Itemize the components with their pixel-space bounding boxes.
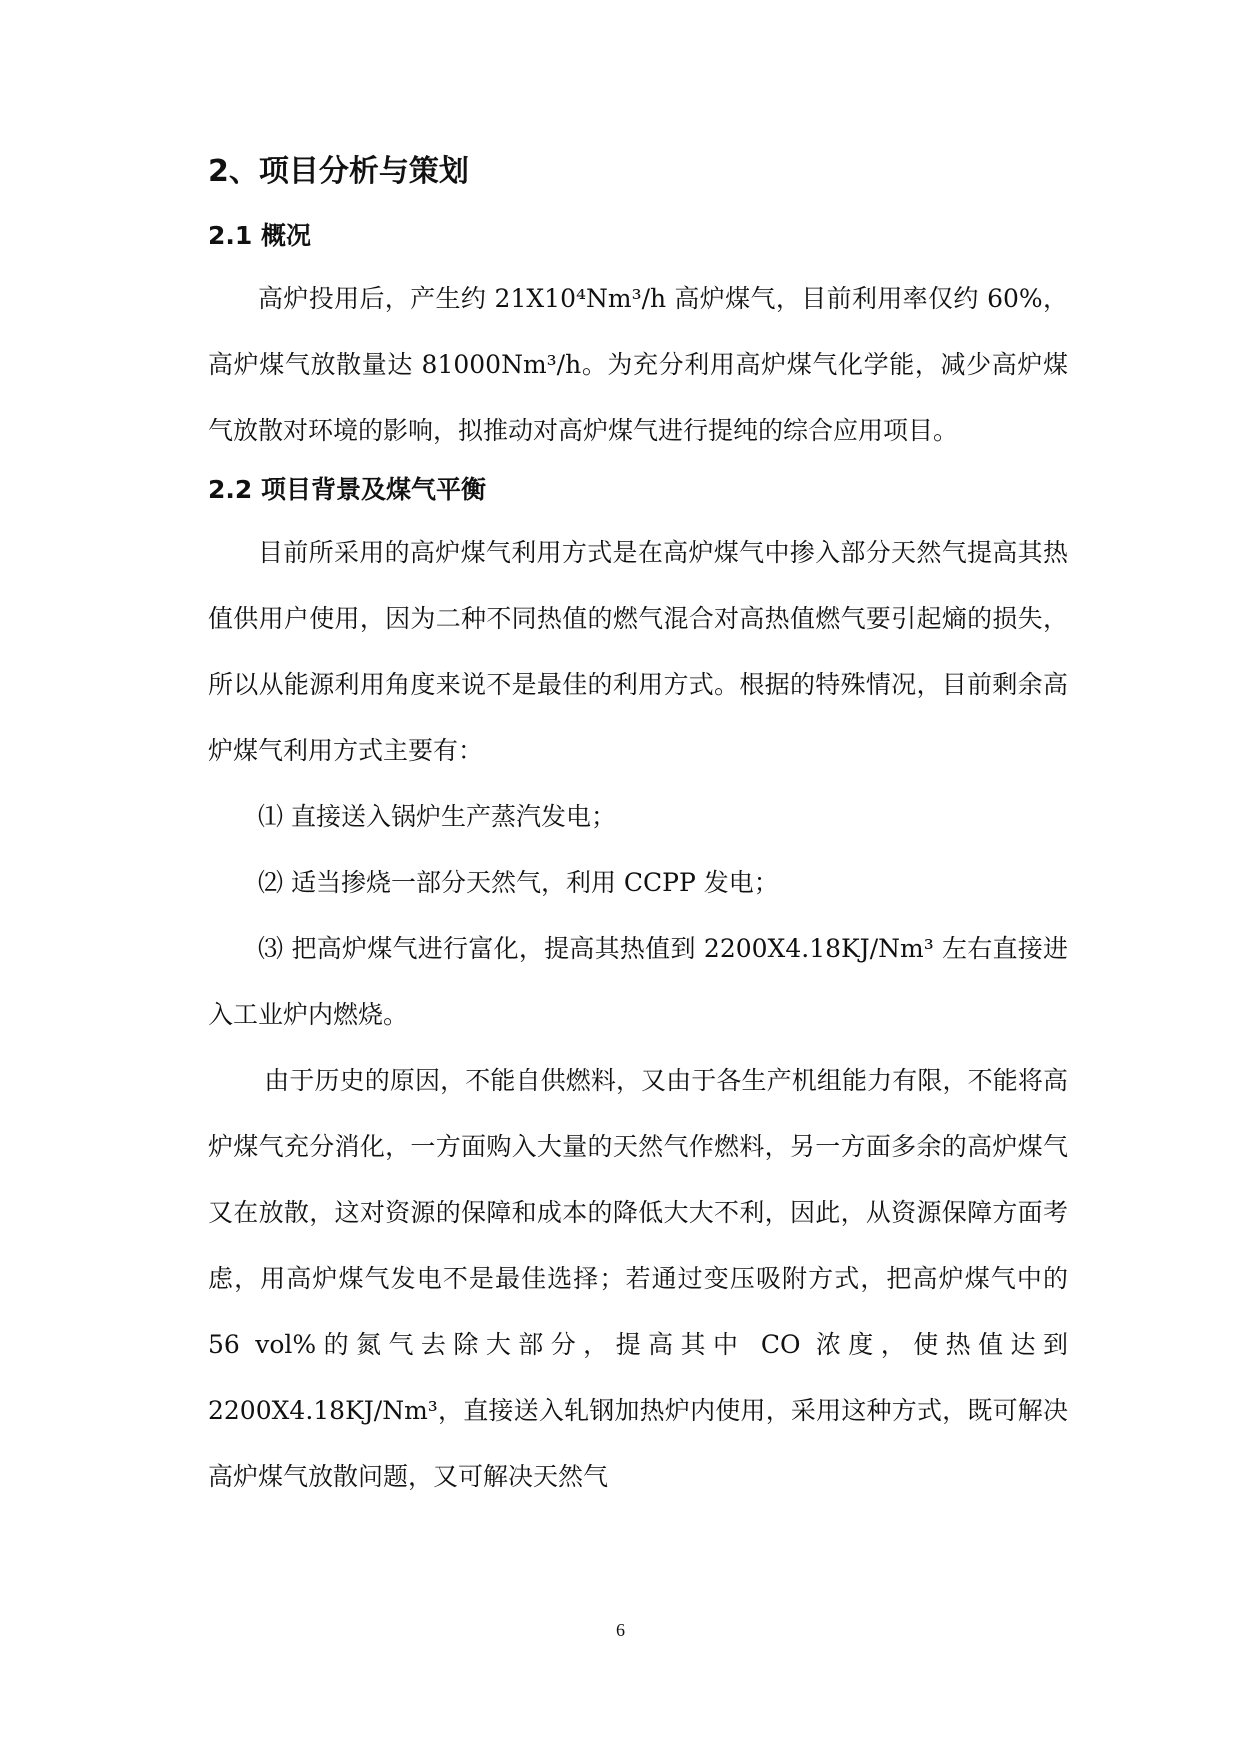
section-title: 2、项目分析与策划 — [208, 154, 469, 189]
page-number: 6 — [616, 1620, 625, 1640]
list-item-3: ⑶ 把高炉煤气进行富化，提高其热值到 2200X4.18KJ/Nm³ 左右直接进入工业炉内燃烧。 — [208, 934, 1068, 1029]
overview-heading: 2.1 概况 — [208, 221, 311, 250]
overview-paragraph: 高炉投用后，产生约 21X10⁴Nm³/h 高炉煤气，目前利用率仅约 60%，高炉煤气放散量达 81000Nm³/h。为充分利用高炉煤气化学能，减少高炉煤气放散对环境的影响，拟推动对高炉煤气进行提纯的综合应用项目。 — [208, 284, 1068, 445]
page-content — [208, 150, 1068, 1510]
background-heading: 2.2 项目背景及煤气平衡 — [208, 475, 486, 504]
background-closing-paragraph: 由于历史的原因，不能自供燃料，又由于各生产机组能力有限，不能将高炉煤气充分消化，一方面购入大量的天然气作燃料，另一方面多余的高炉煤气又在放散，这对资源的保障和成本的降低大大不利，因此，从资源保障方面考虑，用高炉煤气发电不是最佳选择；若通过变压吸附方式，把高炉煤气中的 56 vol%的氮气去除大部分，提高其中 CO 浓度，使热值达到 2200X4.18KJ/Nm³，直接送入轧钢加热炉内使用，采用这种方式，既可解决高炉煤气放散问题，又可解决天然气 — [208, 1066, 1068, 1491]
list-item-1: ⑴ 直接送入锅炉生产蒸汽发电； — [258, 802, 616, 831]
background-intro-paragraph: 目前所采用的高炉煤气利用方式是在高炉煤气中掺入部分天然气提高其热值供用户使用，因为二种不同热值的燃气混合对高热值燃气要引起熵的损失，所以从能源利用角度来说不是最佳的利用方式。根据的特殊情况，目前剩余高炉煤气利用方式主要有： — [208, 538, 1068, 765]
list-item-2: ⑵ 适当掺烧一部分天然气，利用 CCPP 发电； — [258, 868, 779, 897]
